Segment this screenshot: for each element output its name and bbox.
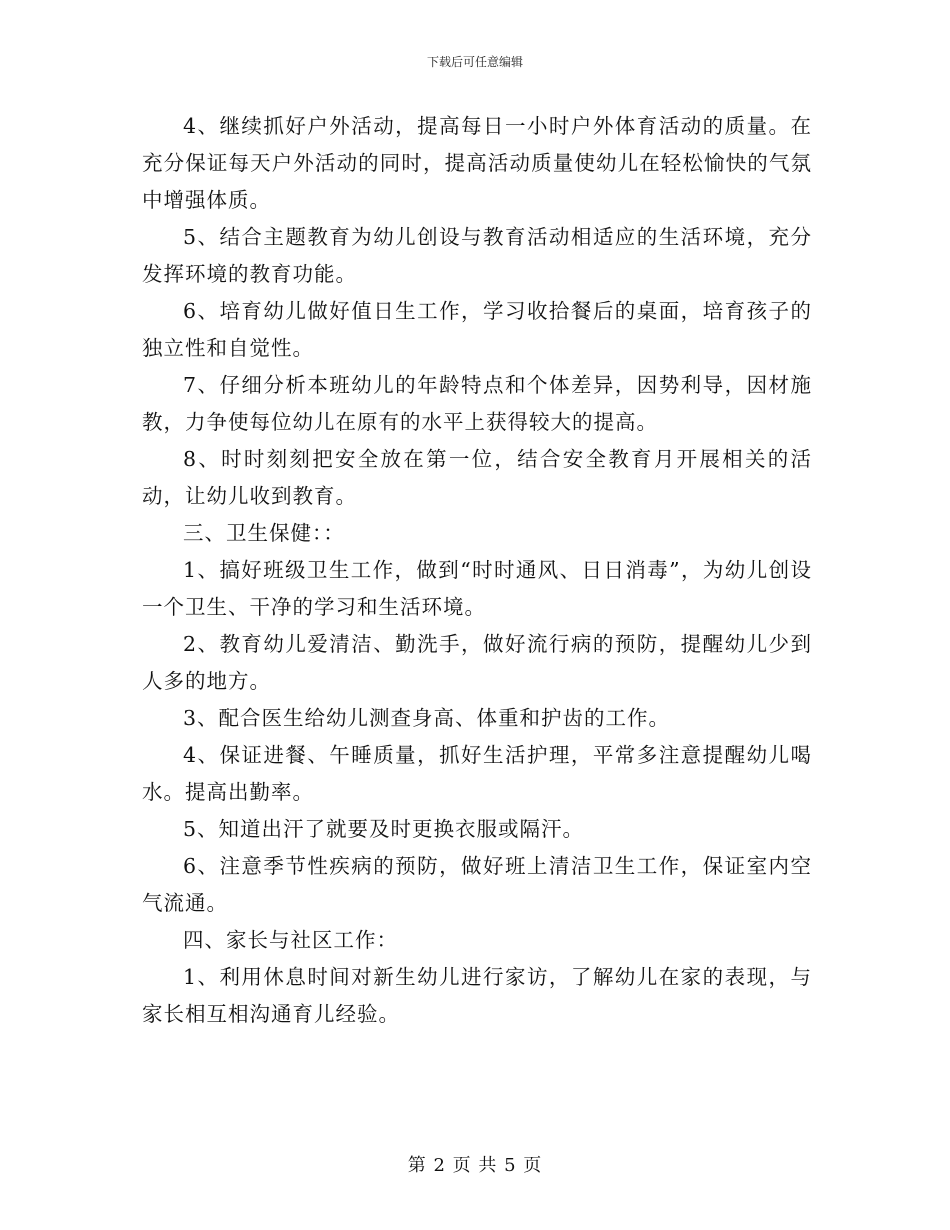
paragraph-seasonal-disease: 6、注意季节性疾病的预防，做好班上清洁卫生工作，保证室内空气流通。 bbox=[142, 854, 812, 915]
paragraph-safety: 8、时时刻刻把安全放在第一位，结合安全教育月开展相关的活动，让幼儿收到教育。 bbox=[142, 447, 812, 508]
paragraph-cleanliness: 2、教育幼儿爱清洁、勤洗手，做好流行病的预防，提醒幼儿少到人多的地方。 bbox=[142, 632, 812, 693]
paragraph-theme-environment: 5、结合主题教育为幼儿创设与教育活动相适应的生活环境，充分发挥环境的教育功能。 bbox=[142, 225, 812, 286]
paragraph-meals-naps: 4、保证进餐、午睡质量，抓好生活护理，平常多注意提醒幼儿喝水。提高出勤率。 bbox=[142, 743, 812, 804]
paragraph-class-hygiene: 1、搞好班级卫生工作，做到“时时通风、日日消毒”，为幼儿创设一个卫生、干净的学习和生活环境。 bbox=[142, 558, 812, 619]
paragraph-sweat: 5、知道出汗了就要及时更换衣服或隔汗。 bbox=[183, 817, 585, 841]
paragraph-health-check: 3、配合医生给幼儿测查身高、体重和护齿的工作。 bbox=[183, 706, 671, 730]
paragraph-duty-work: 6、培育幼儿做好值日生工作，学习收拾餐后的桌面，培育孩子的独立性和自觉性。 bbox=[142, 299, 812, 360]
paragraph-individual-differences: 7、仔细分析本班幼儿的年龄特点和个体差异，因势利导，因材施教，力争使每位幼儿在原有的水平上获得较大的提高。 bbox=[142, 373, 812, 434]
document-body bbox=[142, 108, 812, 1033]
paragraph-home-visits: 1、利用休息时间对新生幼儿进行家访，了解幼儿在家的表现，与家长相互相沟通育儿经验。 bbox=[142, 965, 812, 1026]
section-heading-health-care: 三、卫生保健：： bbox=[183, 521, 345, 545]
header-note: 下载后可任意编辑 bbox=[426, 55, 523, 69]
page-number: 第 2 页 共 5 页 bbox=[407, 1155, 543, 1176]
section-heading-parents-community: 四、家长与社区工作： bbox=[183, 928, 398, 952]
paragraph-outdoor-activities: 4、继续抓好户外活动，提高每日一小时户外体育活动的质量。在充分保证每天户外活动的同时，提高活动质量使幼儿在轻松愉快的气氛中增强体质。 bbox=[142, 114, 812, 212]
